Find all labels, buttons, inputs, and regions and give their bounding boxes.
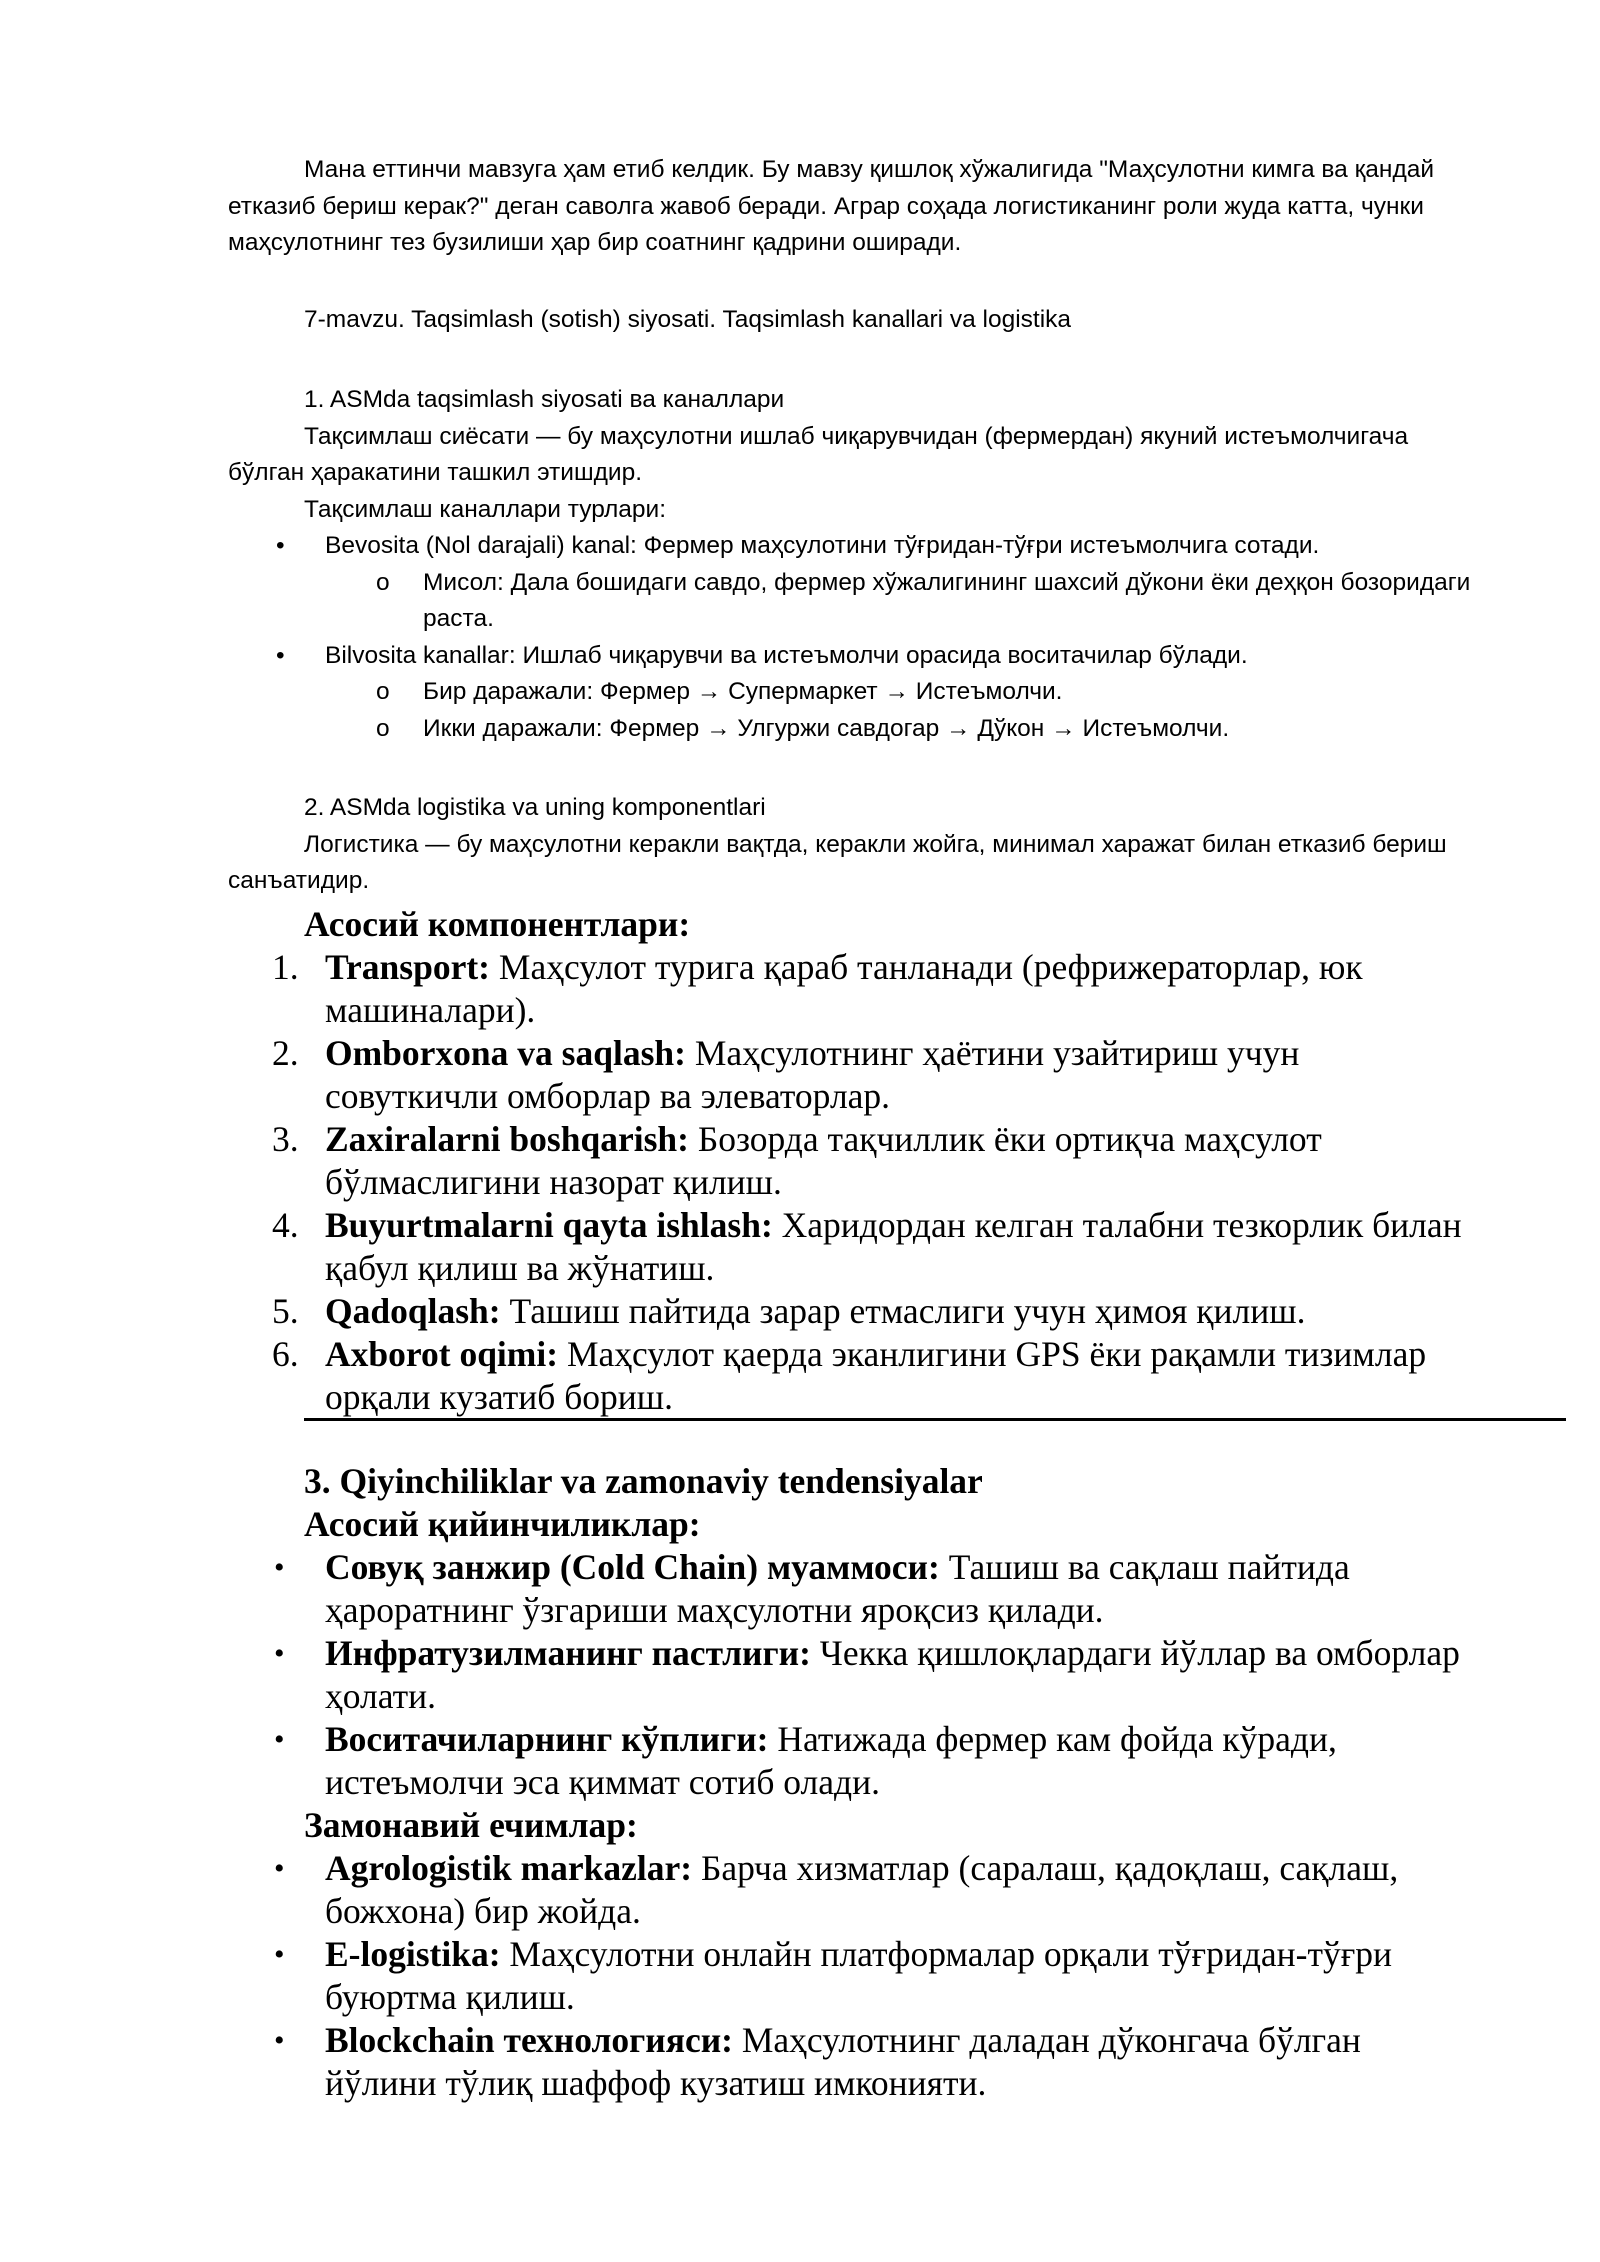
problem-item bbox=[228, 1718, 1478, 1804]
problem-term: Совуқ занжир (Cold Chain) муаммоси: bbox=[325, 1547, 940, 1587]
component-number: 3. bbox=[272, 1119, 299, 1159]
solution-item bbox=[228, 1847, 1478, 1933]
component-number: 1. bbox=[272, 947, 299, 987]
solution-term: E-logistika: bbox=[325, 1934, 501, 1974]
component-item bbox=[228, 1032, 1478, 1118]
two-level-text: Икки даражали: Фермер → Улгуржи савдогар → Дўкон → Истеъмолчи. bbox=[423, 714, 1230, 742]
component-description: Маҳсулотнинг ҳаётини узайтириш учун совуткичли омборлар ва элеваторлар. bbox=[325, 1033, 1300, 1116]
bullet-icon: • bbox=[276, 641, 285, 669]
component-description: Ташиш пайтида зарар етмаслиги учун ҳимоя қилиш. bbox=[500, 1291, 1306, 1331]
list-item-direct-example bbox=[228, 565, 1478, 638]
sub-bullet-marker: o bbox=[376, 714, 390, 742]
section-1-heading: 1. ASMda taqsimlash siyosati ва каналлари bbox=[304, 386, 785, 413]
direct-channel-text: Bevosita (Nol darajali) kanal: Фермер маҳсулотини тўғридан-тўғри истеъмолчига сотади. bbox=[325, 532, 1320, 559]
section-1 bbox=[228, 382, 1478, 747]
component-term: Axborot oqimi: bbox=[325, 1334, 559, 1374]
problems-list bbox=[228, 1546, 1478, 1804]
horizontal-rule bbox=[304, 1418, 1566, 1421]
component-number: 6. bbox=[272, 1334, 299, 1374]
problem-item bbox=[228, 1546, 1478, 1632]
section-2-heading: 2. ASMda logistika va uning komponentlari bbox=[304, 794, 766, 821]
solution-description: Маҳсулотни онлайн платформалар орқали тўғридан-тўғри буюртма қилиш. bbox=[325, 1934, 1393, 2017]
component-description: Маҳсулот турига қараб танланади (рефрижераторлар, юк машиналари). bbox=[325, 947, 1363, 1030]
topic-title: 7-mavzu. Taqsimlash (sotish) siyosati. Taqsimlash kanallari va logistika bbox=[304, 306, 1072, 333]
components-block bbox=[228, 903, 1478, 1419]
component-description: Харидордан келган талабни тезкорлик билан қабул қилиш ва жўнатиш. bbox=[325, 1205, 1462, 1288]
component-item bbox=[228, 1333, 1478, 1419]
section-2-definition: Логистика — бу маҳсулотни керакли вақтда, керакли жойга, минимал харажат билан етказиб бериш санъатидир. bbox=[228, 830, 1447, 894]
component-term: Qadoqlash: bbox=[325, 1291, 501, 1331]
intro-paragraph: Мана еттинчи мавзуга ҳам етиб келдик. Бу мавзу қишлоқ хўжалигида "Маҳсулотни кимга ва қандай етказиб бериш керак?" деган саволга жавоб беради. Аграр соҳада логистиканинг роли жуда катта, чунки маҳсулотнинг тез бузилиши ҳар бир соатнинг қадрини оширади. bbox=[228, 156, 1435, 256]
problem-description: Ташиш ва сақлаш пайтида ҳароратнинг ўзгариши маҳсулотни яроқсиз қилади. bbox=[325, 1547, 1350, 1630]
sub-bullet-marker: o bbox=[376, 568, 390, 596]
channel-types-label: Тақсимлаш каналлари турлари: bbox=[304, 495, 667, 523]
sub-bullet-marker: o bbox=[376, 678, 390, 705]
section-2 bbox=[228, 790, 1478, 900]
problem-text bbox=[228, 1718, 1478, 1804]
solution-description: Маҳсулотнинг даладан дўконгача бўлган йўлини тўлиқ шаффоф кузатиш имконияти. bbox=[325, 2020, 1361, 2103]
one-level-text: Бир даражали: Фермер → Супермаркет → Истеъмолчи. bbox=[423, 678, 1063, 705]
solution-item bbox=[228, 2019, 1478, 2105]
solution-text bbox=[228, 1933, 1478, 2019]
component-text bbox=[228, 1333, 1478, 1419]
direct-example-text: Мисол: Дала бошидаги савдо, фермер хўжалигининг шахсий дўкони ёки деҳқон бозоридаги раста. bbox=[423, 568, 1471, 632]
list-item-two-level bbox=[228, 711, 1478, 748]
problem-description: Натижада фермер кам фойда кўради, истеъмолчи эса қиммат сотиб олади. bbox=[325, 1719, 1337, 1802]
bullet-icon: • bbox=[276, 532, 285, 559]
component-number: 2. bbox=[272, 1033, 299, 1073]
bullet-icon: • bbox=[274, 2024, 285, 2057]
bullet-icon: • bbox=[274, 1637, 285, 1670]
component-item bbox=[228, 1204, 1478, 1290]
component-text bbox=[228, 1118, 1478, 1204]
section-1-definition: Тақсимлаш сиёсати — бу маҳсулотни ишлаб чиқарувчидан (фермердан) якуний истеъмолчигача бўлган ҳаракатини ташкил этишдир. bbox=[228, 422, 1409, 486]
problem-term: Воситачиларнинг кўплиги: bbox=[325, 1719, 769, 1759]
problem-item bbox=[228, 1632, 1478, 1718]
section-3-heading: 3. Qiyinchiliklar va zamonaviy tendensiyalar bbox=[304, 1461, 983, 1501]
problem-term: Инфратузилманинг пастлиги: bbox=[325, 1633, 811, 1673]
component-term: Buyurtmalarni qayta ishlash: bbox=[325, 1205, 773, 1245]
component-text bbox=[228, 1204, 1478, 1290]
components-list bbox=[228, 946, 1478, 1419]
component-text bbox=[228, 946, 1478, 1032]
problems-label: Асосий қийинчиликлар: bbox=[304, 1504, 701, 1544]
solution-text bbox=[228, 2019, 1478, 2105]
component-term: Transport: bbox=[325, 947, 491, 987]
problem-text bbox=[228, 1632, 1478, 1718]
bullet-icon: • bbox=[274, 1551, 285, 1584]
problem-description: Чекка қишлоқлардаги йўллар ва омборлар ҳолати. bbox=[325, 1633, 1460, 1716]
solution-text bbox=[228, 1847, 1478, 1933]
solution-item bbox=[228, 1933, 1478, 2019]
component-text bbox=[228, 1290, 1478, 1333]
component-number: 5. bbox=[272, 1291, 299, 1331]
bullet-icon: • bbox=[274, 1852, 285, 1885]
problem-text bbox=[228, 1546, 1478, 1632]
component-term: Zaxiralarni boshqarish: bbox=[325, 1119, 689, 1159]
component-item bbox=[228, 1118, 1478, 1204]
component-text bbox=[228, 1032, 1478, 1118]
section-3 bbox=[228, 1460, 1478, 2105]
component-description: Бозорда тақчиллик ёки ортиқча маҳсулот бўлмаслигини назорат қилиш. bbox=[325, 1119, 1322, 1202]
list-item-indirect-channel bbox=[228, 638, 1478, 675]
component-item bbox=[228, 1290, 1478, 1333]
component-item bbox=[228, 946, 1478, 1032]
bullet-icon: • bbox=[274, 1938, 285, 1971]
list-item-one-level bbox=[228, 674, 1478, 711]
components-label: Асосий компонентлари: bbox=[304, 904, 691, 944]
component-description: Маҳсулот қаерда эканлигини GPS ёки рақамли тизимлар орқали кузатиб бориш. bbox=[325, 1334, 1427, 1417]
solution-description: Барча хизматлар (саралаш, қадоқлаш, сақлаш, божхона) бир жойда. bbox=[325, 1848, 1399, 1931]
indirect-channel-text: Bilvosita kanallar: Ишлаб чиқарувчи ва истеъмолчи орасида воситачилар бўлади. bbox=[325, 641, 1248, 669]
solution-term: Blockchain технологияси: bbox=[325, 2020, 733, 2060]
solutions-label: Замонавий ечимлар: bbox=[304, 1805, 638, 1845]
intro-block bbox=[228, 152, 1478, 262]
topic-block bbox=[228, 302, 1478, 339]
component-number: 4. bbox=[272, 1205, 299, 1245]
list-item-direct-channel bbox=[228, 528, 1478, 565]
component-term: Omborxona va saqlash: bbox=[325, 1033, 686, 1073]
bullet-icon: • bbox=[274, 1723, 285, 1756]
solution-term: Agrologistik markazlar: bbox=[325, 1848, 693, 1888]
solutions-list bbox=[228, 1847, 1478, 2105]
